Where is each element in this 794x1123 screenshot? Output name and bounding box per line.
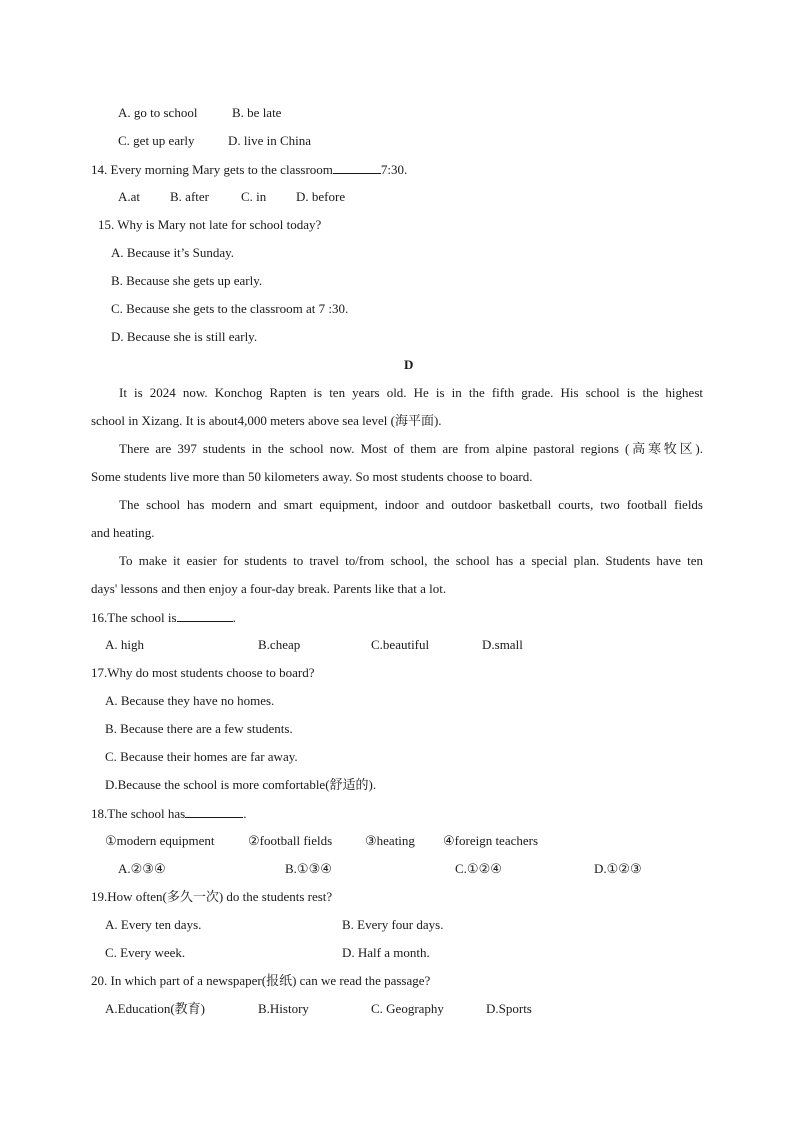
q20-option-b: B.History [258, 1001, 309, 1016]
q14-option-a: A.at [118, 189, 141, 204]
q18-item-1: ①modern equipment [105, 833, 215, 848]
q18-item-2: ②football fields [248, 833, 333, 848]
q13-option-c: C. get up early [118, 133, 195, 148]
q13-option-b: B. be late [232, 105, 282, 120]
q19-stem: 19.How often(多久一次) do the students rest? [91, 889, 333, 904]
q17-option-c: C. Because their homes are far away. [105, 749, 298, 764]
passage-p4-line2: days' lessons and then enjoy a four-day break. Parents like that a lot. [91, 581, 447, 596]
q20-option-a: A.Education(教育) [105, 1001, 206, 1016]
q17-stem: 17.Why do most students choose to board? [91, 665, 315, 680]
q19-option-d: D. Half a month. [342, 945, 430, 960]
q20-option-c: C. Geography [371, 1001, 444, 1016]
passage-p1-line2: school in Xizang. It is about4,000 meters above sea level (海平面). [91, 413, 442, 428]
q18-option-c: C.①②④ [455, 861, 502, 876]
q14-stem-text: 14. Every morning Mary gets to the classroom [91, 162, 333, 177]
q16-stem-end: . [232, 610, 236, 625]
q18-item-3: ③heating [365, 833, 415, 848]
answer-blank [177, 609, 233, 622]
answer-blank [333, 161, 381, 174]
passage-p4-line1: To make it easier for students to travel to/from school, the school has a special plan. Students have ten [119, 553, 703, 568]
q16-stem-text: 16.The school is [91, 610, 177, 625]
q15-option-b: B. Because she gets up early. [111, 273, 263, 288]
q18-option-a: A.②③④ [118, 861, 166, 876]
q19-option-c: C. Every week. [105, 945, 186, 960]
q18-stem-text: 18.The school has [91, 806, 186, 821]
q17-option-d: D.Because the school is more comfortable(舒适的). [105, 777, 377, 792]
q16-option-d: D.small [482, 637, 523, 652]
q16-option-c: C.beautiful [371, 637, 430, 652]
q15-option-d: D. Because she is still early. [111, 329, 258, 344]
passage-p2-line1: There are 397 students in the school now. Most of them are from alpine pastoral regions (高寒牧区). [119, 441, 703, 456]
q14-option-d: D. before [296, 189, 346, 204]
q16-option-a: A. high [105, 637, 144, 652]
q15-option-a: A. Because it’s Sunday. [111, 245, 234, 260]
q18-option-d: D.①②③ [594, 861, 642, 876]
section-heading: D [404, 357, 414, 372]
q18-stem [91, 805, 246, 822]
q13-option-a: A. go to school [118, 105, 198, 120]
q14-stem-end: 7:30. [380, 162, 408, 177]
q16-option-b: B.cheap [258, 637, 301, 652]
q17-option-a: A. Because they have no homes. [105, 693, 275, 708]
q15-stem: 15. Why is Mary not late for school today? [98, 217, 322, 232]
q18-stem-end: . [243, 806, 247, 821]
q14-stem [91, 161, 407, 178]
q18-option-b: B.①③④ [285, 861, 332, 876]
q20-stem: 20. In which part of a newspaper(报纸) can we read the passage? [91, 973, 431, 988]
answer-blank [185, 805, 243, 818]
q19-option-a: A. Every ten days. [105, 917, 202, 932]
q20-option-d: D.Sports [486, 1001, 532, 1016]
passage-p1-line1: It is 2024 now. Konchog Rapten is ten years old. He is in the fifth grade. His school is the highest [119, 385, 703, 400]
passage-p2-line2: Some students live more than 50 kilometers away. So most students choose to board. [91, 469, 533, 484]
q19-option-b: B. Every four days. [342, 917, 444, 932]
q14-option-c: C. in [241, 189, 267, 204]
passage-p3-line1: The school has modern and smart equipment, indoor and outdoor basketball courts, two football fields [119, 497, 703, 512]
q18-item-4: ④foreign teachers [443, 833, 539, 848]
q14-option-b: B. after [170, 189, 209, 204]
q15-option-c: C. Because she gets to the classroom at 7 :30. [111, 301, 349, 316]
q13-option-d: D. live in China [228, 133, 312, 148]
q17-option-b: B. Because there are a few students. [105, 721, 293, 736]
passage-p3-line2: and heating. [91, 525, 155, 540]
q16-stem [91, 609, 236, 626]
